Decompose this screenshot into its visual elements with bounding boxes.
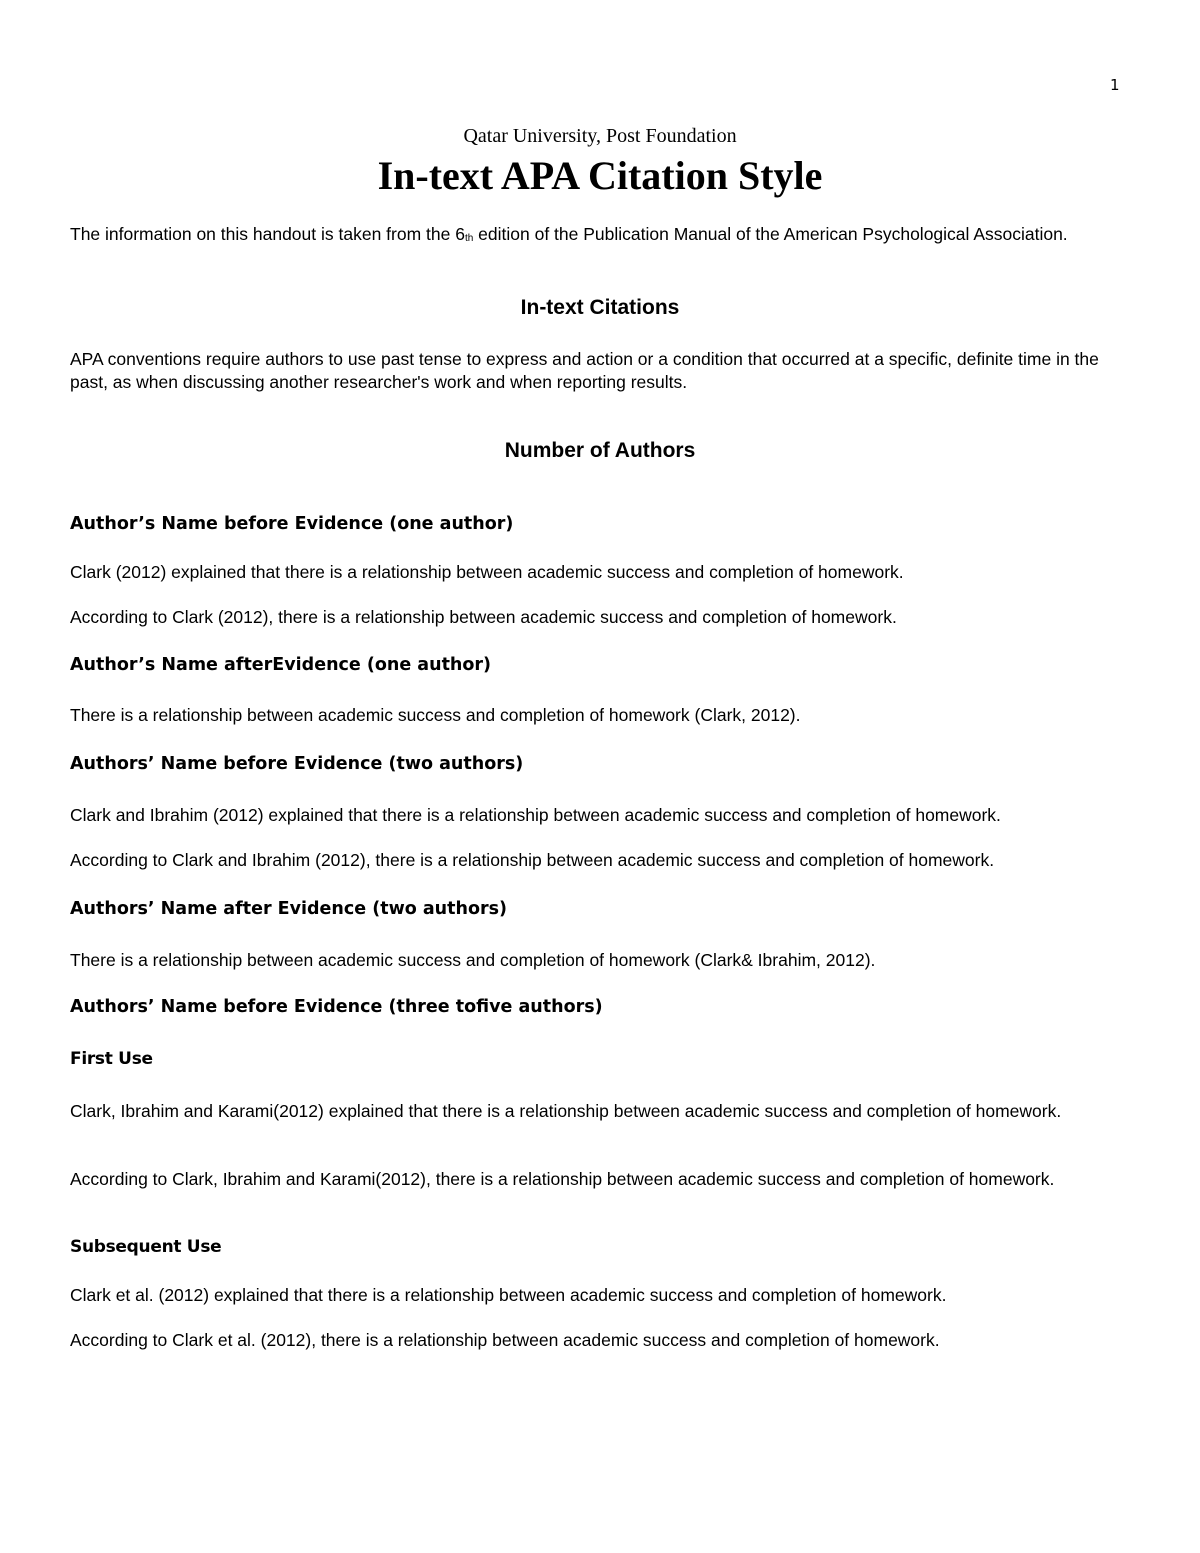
subsequent-use-example-2: According to Clark et al. (2012), there is a relationship between academic success and completion of homework. — [70, 1330, 940, 1350]
one-author-after-example-1: There is a relationship between academic success and completion of homework (Clark, 2012). — [70, 705, 801, 725]
number-of-authors-heading: Number of Authors — [504, 439, 696, 462]
three-five-authors-heading: Authors’ Name before Evidence (three tofive authors) — [70, 997, 603, 1017]
institution-line: Qatar University, Post Foundation — [463, 125, 737, 147]
first-use-label: First Use — [70, 1049, 153, 1069]
one-author-before-example-2: According to Clark (2012), there is a relationship between academic success and completion of homework. — [70, 607, 897, 627]
first-use-example-2: According to Clark, Ibrahim and Karami(2012), there is a relationship between academic success and completion of homework. — [70, 1169, 1055, 1189]
subsequent-use-label: Subsequent Use — [70, 1237, 222, 1257]
intext-citations-paragraph: APA conventions require authors to use past tense to express and action or a condition that occurred at a specific, definite time in the past, as when discussing another researcher's work and when reporting results. — [70, 349, 1099, 392]
intext-citations-heading: In-text Citations — [520, 296, 680, 319]
document-title: In-text APA Citation Style — [377, 153, 823, 198]
two-authors-after-example-1: There is a relationship between academic success and completion of homework (Clark& Ibrahim, 2012). — [70, 950, 876, 970]
first-use-example-1: Clark, Ibrahim and Karami(2012) explained that there is a relationship between academic success and completion of homework. — [70, 1101, 1062, 1121]
two-authors-before-heading: Authors’ Name before Evidence (two authors) — [70, 754, 524, 774]
two-authors-before-example-1: Clark and Ibrahim (2012) explained that there is a relationship between academic success and completion of homework. — [70, 805, 1001, 825]
one-author-before-example-1: Clark (2012) explained that there is a relationship between academic success and completion of homework. — [70, 562, 904, 582]
intro-ordinal-superscript: th — [464, 233, 474, 244]
page-number: 1 — [1110, 76, 1120, 94]
intro-text-part1: The information on this handout is taken from the 6 — [70, 224, 465, 244]
two-authors-after-heading: Authors’ Name after Evidence (two authors) — [70, 899, 508, 919]
one-author-after-heading: Author’s Name afterEvidence (one author) — [70, 655, 492, 675]
two-authors-before-example-2: According to Clark and Ibrahim (2012), there is a relationship between academic success and completion of homework. — [70, 850, 995, 870]
intro-text-part2: edition of the Publication Manual of the American Psychological Association. — [473, 224, 1068, 244]
intro-paragraph — [70, 223, 1140, 249]
subsequent-use-example-1: Clark et al. (2012) explained that there is a relationship between academic success and completion of homework. — [70, 1285, 947, 1305]
one-author-before-heading: Author’s Name before Evidence (one author) — [70, 514, 514, 534]
